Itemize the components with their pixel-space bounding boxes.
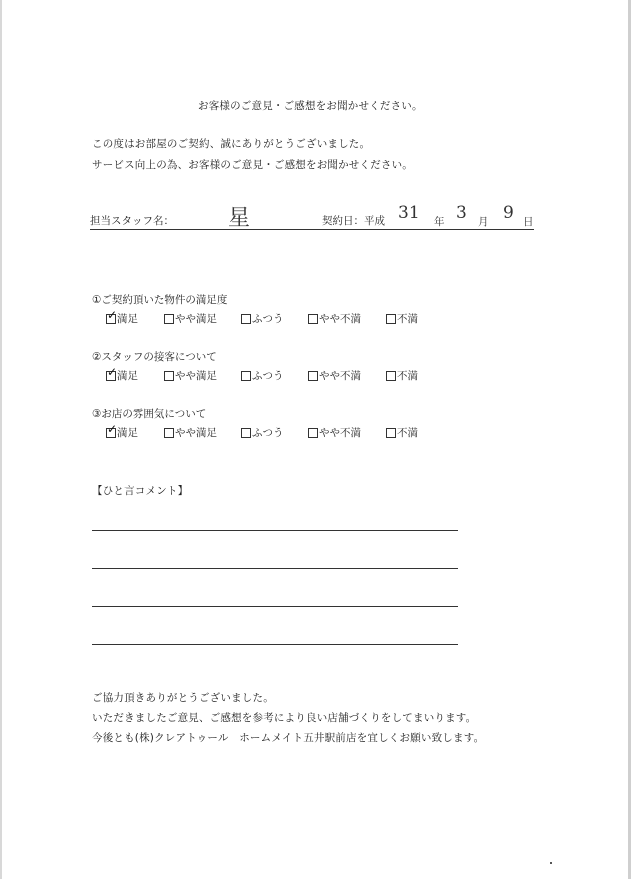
q2-option-3[interactable]: ふつう <box>241 368 284 383</box>
month-unit: 月 <box>478 216 489 228</box>
q1-option-4[interactable]: やや不満 <box>308 311 361 326</box>
q3-option-1[interactable]: ✓ 満足 <box>107 421 138 439</box>
checkbox-icon[interactable] <box>386 371 396 381</box>
q2-option-1[interactable]: ✓ 満足 <box>107 364 138 382</box>
year-unit: 年 <box>434 216 445 228</box>
checkbox-icon[interactable] <box>241 428 251 438</box>
closing-text-1: ご協力頂きありがとうございました。 <box>92 692 274 704</box>
question-3-title: ③お店の雰囲気について <box>92 408 207 420</box>
comment-section-title: 【ひと言コメント】 <box>92 485 189 497</box>
form-title: お客様のご意見・ご感想をお聞かせください。 <box>198 100 423 112</box>
closing-text-2: いただきましたご意見、ご感想を参考により良い店舗づくりをしてまいります。 <box>92 712 477 724</box>
checkbox-icon[interactable] <box>241 314 251 324</box>
scan-speck <box>550 862 552 864</box>
comment-line-1[interactable] <box>92 530 458 531</box>
comment-line-3[interactable] <box>92 606 458 607</box>
checkbox-checked-icon[interactable]: ✓ <box>107 307 118 322</box>
comment-line-4[interactable] <box>92 644 458 645</box>
comment-line-2[interactable] <box>92 568 458 569</box>
closing-text-3: 今後とも(株)クレアトゥール ホームメイト五井駅前店を宜しくお願い致します。 <box>92 732 485 744</box>
q3-option-4[interactable]: やや不満 <box>308 425 361 440</box>
intro-text-2: サービス向上の為、お客様のご意見・ご感想をお聞かせください。 <box>92 159 413 171</box>
question-3-options <box>106 421 446 441</box>
intro-text-1: この度はお部屋のご契約、誠にありがとうございました。 <box>92 138 371 150</box>
day-unit: 日 <box>523 216 534 228</box>
q3-option-2[interactable]: やや満足 <box>164 425 217 440</box>
staff-label: 担当スタッフ名： <box>90 215 174 227</box>
checkbox-icon[interactable] <box>164 428 174 438</box>
q1-option-5[interactable]: 不満 <box>386 311 418 326</box>
checkbox-icon[interactable] <box>308 314 318 324</box>
q1-option-2[interactable]: やや満足 <box>164 311 217 326</box>
checkbox-icon[interactable] <box>386 428 396 438</box>
contract-month-handwritten: 3 <box>456 203 467 223</box>
checkbox-icon[interactable] <box>164 371 174 381</box>
question-1-options <box>106 307 446 327</box>
q3-option-3[interactable]: ふつう <box>241 425 284 440</box>
checkbox-icon[interactable] <box>308 371 318 381</box>
checkbox-checked-icon[interactable]: ✓ <box>107 364 118 379</box>
q1-option-1[interactable]: ✓ 満足 <box>107 307 138 325</box>
question-1-title: ①ご契約頂いた物件の満足度 <box>92 294 228 306</box>
q2-option-5[interactable]: 不満 <box>386 368 418 383</box>
checkbox-checked-icon[interactable]: ✓ <box>107 421 118 436</box>
contract-date-label: 契約日：平成 <box>322 215 385 227</box>
q1-option-3[interactable]: ふつう <box>241 311 284 326</box>
staff-name-handwritten: 星 <box>228 206 251 231</box>
contract-year-handwritten: 31 <box>398 203 420 223</box>
question-2-title: ②スタッフの接客について <box>92 351 217 363</box>
q2-option-4[interactable]: やや不満 <box>308 368 361 383</box>
q3-option-5[interactable]: 不満 <box>386 425 418 440</box>
staff-date-row <box>90 203 534 230</box>
scan-edge-left <box>0 0 2 879</box>
checkbox-icon[interactable] <box>386 314 396 324</box>
checkbox-icon[interactable] <box>164 314 174 324</box>
checkbox-icon[interactable] <box>308 428 318 438</box>
q2-option-2[interactable]: やや満足 <box>164 368 217 383</box>
question-2-options <box>106 364 446 384</box>
contract-day-handwritten: 9 <box>503 203 514 223</box>
checkbox-icon[interactable] <box>241 371 251 381</box>
